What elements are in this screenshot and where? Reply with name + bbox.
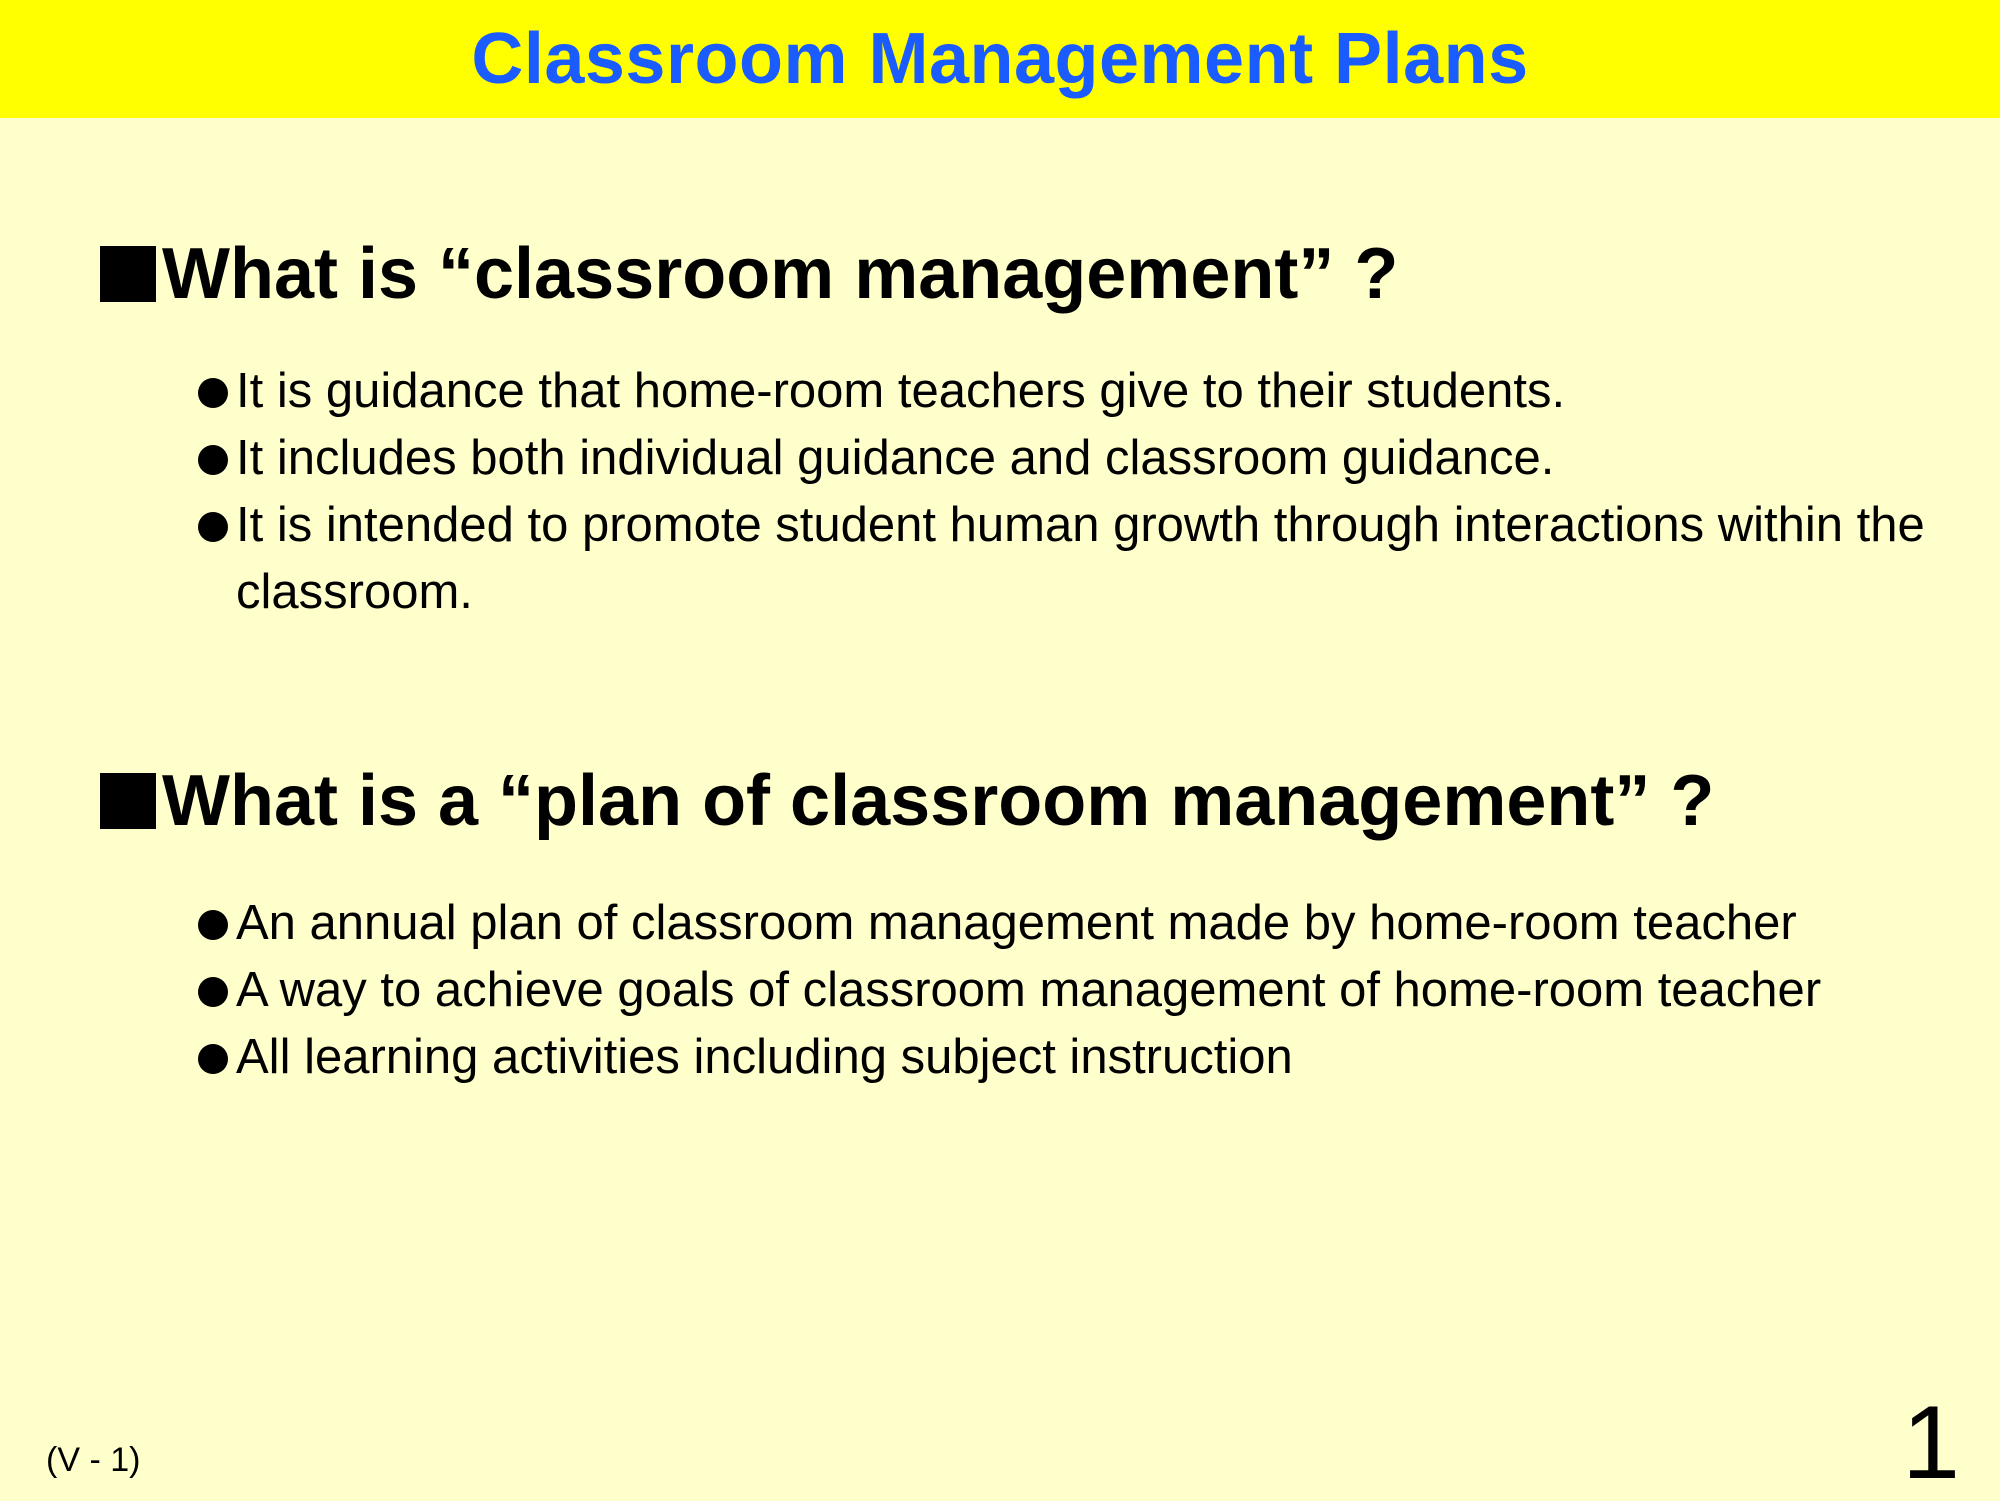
- bullet-item: [196, 890, 1934, 957]
- bullet-text: It is intended to promote student human growth through interactions within the classroom.: [236, 498, 1925, 619]
- section-classroom-management: [100, 228, 1940, 626]
- bullet-item: [196, 492, 2000, 626]
- bullet-text: It is guidance that home-room teachers give to their students.: [236, 364, 1566, 418]
- square-bullet-icon: [100, 246, 156, 302]
- section-heading-text: What is a “plan of classroom management” ?: [162, 761, 1715, 841]
- slide-title: Classroom Management Plans: [471, 19, 1529, 99]
- bullet-text: An annual plan of classroom management made by home-room teacher: [236, 896, 1797, 950]
- round-bullet-icon: [198, 378, 228, 408]
- bullet-item: [196, 1024, 1934, 1091]
- bullet-item: [196, 425, 2000, 492]
- section-heading: [100, 228, 1940, 320]
- section-heading: [100, 755, 1940, 847]
- title-bar: [0, 0, 2000, 118]
- page-number: 1: [1902, 1385, 1960, 1501]
- square-bullet-icon: [100, 773, 156, 829]
- round-bullet-icon: [198, 1044, 228, 1074]
- bullet-text: It includes both individual guidance and classroom guidance.: [236, 431, 1555, 485]
- bullet-list: [196, 890, 2000, 1091]
- slide-code: (V - 1): [46, 1441, 141, 1479]
- round-bullet-icon: [198, 512, 228, 542]
- bullet-text: A way to achieve goals of classroom management of home-room teacher: [236, 963, 1822, 1017]
- section-heading-text: What is “classroom management” ?: [162, 234, 1399, 314]
- round-bullet-icon: [198, 977, 228, 1007]
- bullet-item: [196, 358, 2000, 425]
- bullet-item: [196, 957, 1934, 1024]
- bullet-text: All learning activities including subject instruction: [236, 1030, 1293, 1084]
- bullet-list: [196, 358, 2000, 626]
- round-bullet-icon: [198, 445, 228, 475]
- section-plan-of-classroom-management: [100, 755, 1940, 1091]
- round-bullet-icon: [198, 910, 228, 940]
